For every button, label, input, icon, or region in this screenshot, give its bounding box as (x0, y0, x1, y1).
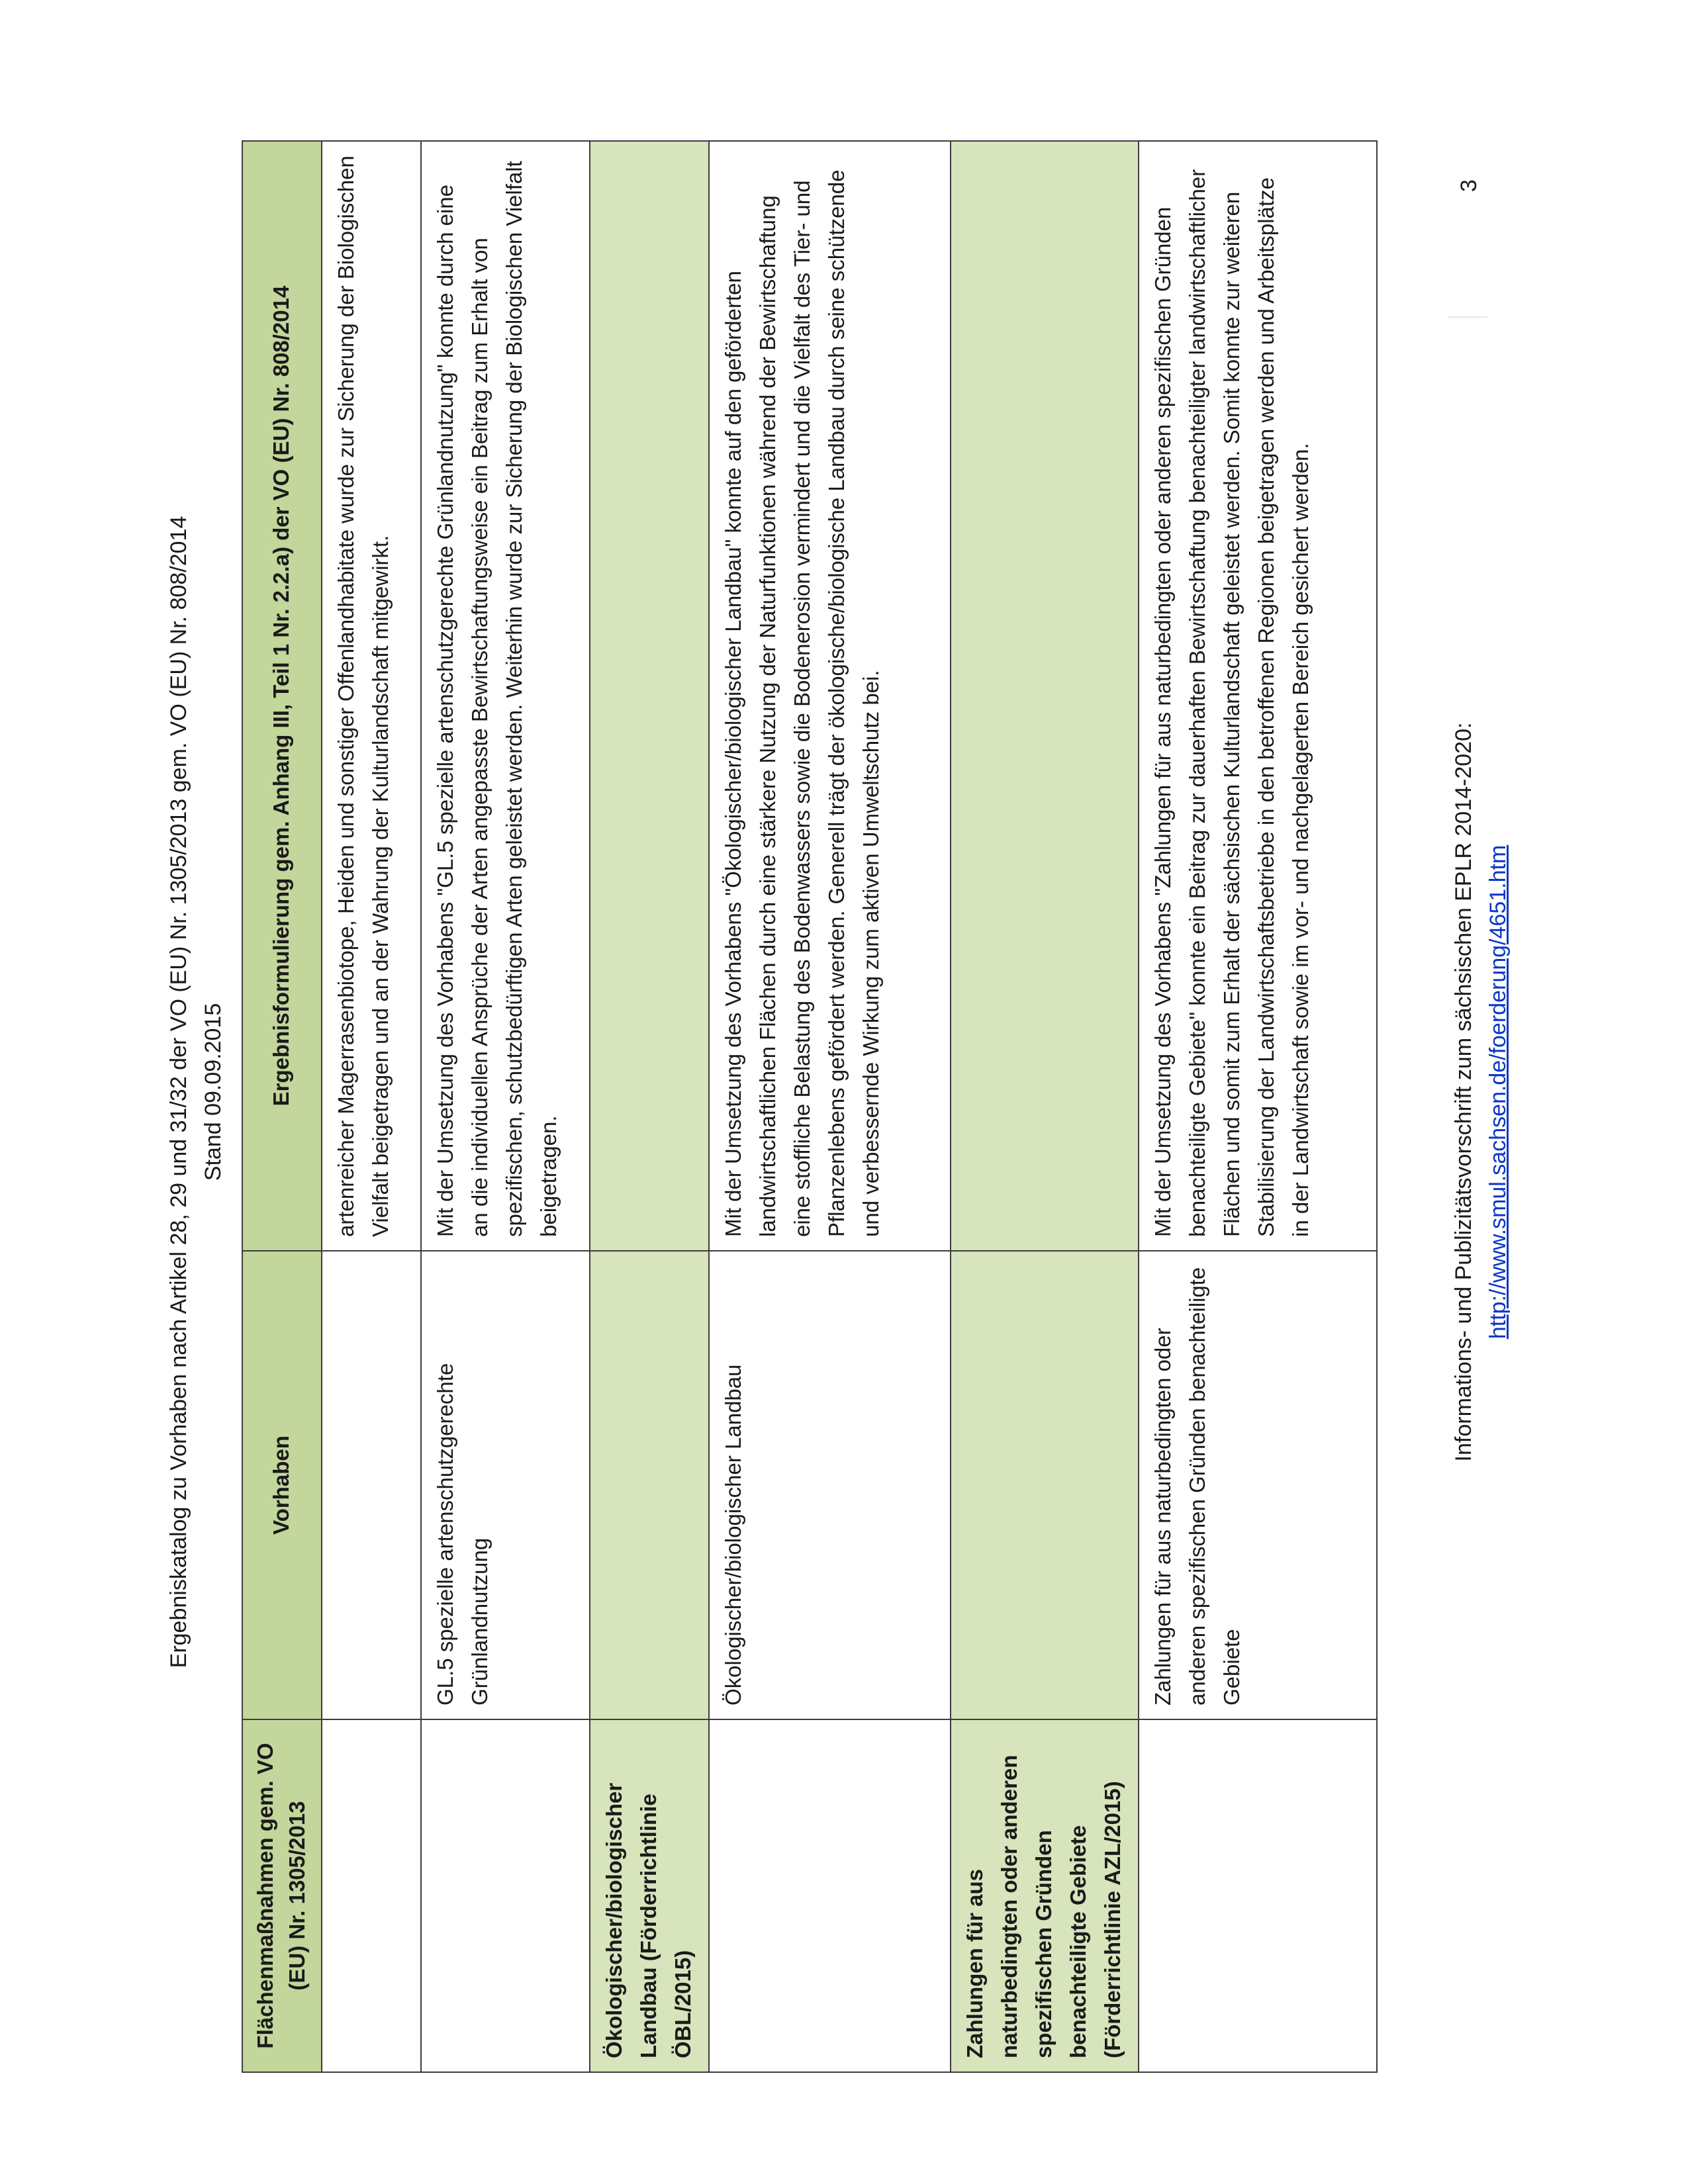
cell-ergebnis: Mit der Umsetzung des Vorhabens "GL.5 spezielle artenschutzgerechte Grünlandnutzung" konnte durch eine an die individuellen Ansprüche der Arten angepasste Bewirtschaftungsweise ein Beitrag zum Erhalt von spezifischen, schutzbedürftigen Arten geleistet werden. Weiterhin wurde zur Sicherung der Biologischen Vielfalt beigetragen. (421, 141, 590, 1251)
cell-massnahme (421, 1719, 590, 2072)
section-heading-oebl: Ökologischer/biologischer Landbau (Förderrichtlinie ÖBL/2015) (590, 1719, 709, 2072)
footer-text: Informations- und Publizitätsvorschrift zum sächsischen EPLR 2014-2020: (1451, 722, 1476, 1462)
section-empty-cell (951, 1251, 1139, 1719)
section-row-oebl (590, 141, 709, 2072)
document-title: Ergebniskatalog zu Vorhaben nach Artikel 28, 29 und 31/32 der VO (EU) Nr. 1305/2013 gem. VO (EU) Nr. 808/2014 (166, 516, 191, 1668)
footer-separator (1448, 316, 1487, 318)
cell-massnahme (709, 1719, 951, 2072)
section-heading-azl: Zahlungen für aus naturbedingten oder anderen spezifischen Gründen benachteiligte Gebiete (Förderrichtlinie AZL/2015) (951, 1719, 1139, 2072)
table-row (1139, 141, 1377, 2072)
table-row (322, 141, 421, 2072)
footer-link[interactable]: http://www.smul.sachsen.de/foerderung/4651.htm (1485, 844, 1511, 1340)
column-header-ergebnis: Ergebnisformulierung gem. Anhang III, Teil 1 Nr. 2.2.a) der VO (EU) Nr. 808/2014 (242, 141, 322, 1251)
cell-vorhaben (322, 1251, 421, 1719)
cell-vorhaben: Zahlungen für aus naturbedingten oder anderen spezifischen Gründen benachteiligte Gebiete (1139, 1251, 1377, 1719)
cell-massnahme (1139, 1719, 1377, 2072)
table-row (709, 141, 951, 2072)
section-empty-cell (590, 1251, 709, 1719)
table-row (421, 141, 590, 2072)
section-row-azl (951, 141, 1139, 2072)
cell-massnahme (322, 1719, 421, 2072)
section-empty-cell (590, 141, 709, 1251)
cell-vorhaben: GL.5 spezielle artenschutzgerechte Grünlandnutzung (421, 1251, 590, 1719)
cell-ergebnis: Mit der Umsetzung des Vorhabens "Ökologischer/biologischer Landbau" konnte auf den geförderten landwirtschaftlichen Flächen durch eine stärkere Nutzung der Naturfunktionen während der Bewirtschaftung eine stoffliche Belastung des Bodenwassers sowie die Bodenerosion vermindert und die Vielfalt des Tier- und Pflanzenlebens gefördert werden. Generell trägt der ökologische/biologische Landbau durch seine schützende und verbessernde Wirkung zum aktiven Umweltschutz bei. (709, 141, 951, 1251)
results-table (242, 140, 1378, 2073)
table-header-row (242, 141, 322, 2072)
section-empty-cell (951, 141, 1139, 1251)
cell-ergebnis: Mit der Umsetzung des Vorhabens "Zahlungen für aus naturbedingten oder anderen spezifischen Gründen benachteiligte Gebiete" konnte ein Beitrag zur dauerhaften Bewirtschaftung benachteiligter landwirtschaftlicher Flächen und somit zum Erhalt der sächsischen Kulturlandschaft geleistet werden. Somit konnte zur weiteren Stabilisierung der Landwirtschaftsbetriebe in den betroffenen Regionen beigetragen werden und Arbeitsplätze in der Landwirtschaft sowie im vor- und nachgelagerten Bereich gesichert werden. (1139, 141, 1377, 1251)
document-date: Stand 09.09.2015 (201, 1003, 226, 1181)
column-header-massnahmen: Flächenmaßnahmen gem. VO (EU) Nr. 1305/2013 (242, 1719, 322, 2072)
page-number: 3 (1456, 179, 1481, 192)
column-header-vorhaben: Vorhaben (242, 1251, 322, 1719)
cell-ergebnis: artenreicher Magerrasenbiotope, Heiden und sonstiger Offenlandhabitate wurde zur Sicherung der Biologischen Vielfalt beigetragen und an der Wahrung der Kulturlandschaft mitgewirkt. (322, 141, 421, 1251)
cell-vorhaben: Ökologischer/biologischer Landbau (709, 1251, 951, 1719)
